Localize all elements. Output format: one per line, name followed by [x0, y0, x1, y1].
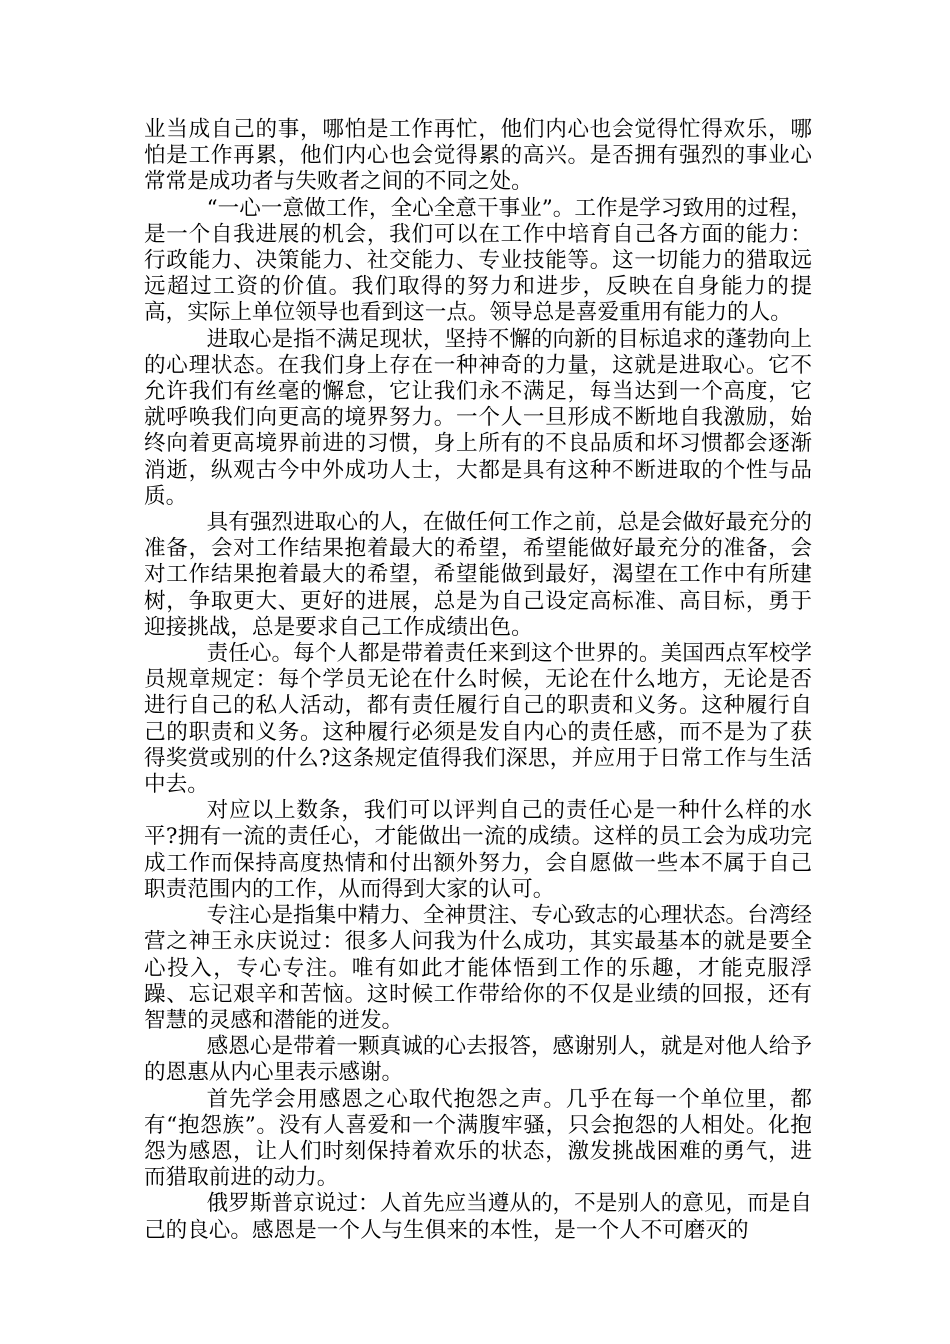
paragraph-10: 俄罗斯普京说过：人首先应当遵从的，不是别人的意见，而是自己的良心。感恩是一个人与生俱来的本性，是一个人不可磨灭的 [144, 1191, 812, 1243]
paragraph-6: 对应以上数条，我们可以评判自己的责任心是一种什么样的水平?拥有一流的责任心，才能做出一流的成绩。这样的员工会为成功完成工作而保持高度热情和付出额外努力，会自愿做一些本不属于自己职责范围内的工作，从而得到大家的认可。 [144, 798, 812, 902]
paragraph-7: 专注心是指集中精力、全神贯注、专心致志的心理状态。台湾经营之神王永庆说过：很多人问我为什么成功，其实最基本的就是要全心投入，专心专注。唯有如此才能体悟到工作的乐趣，才能克服浮躁、忘记艰辛和苦恼。这时候工作带给你的不仅是业绩的回报，还有智慧的灵感和潜能的迸发。 [144, 903, 812, 1033]
paragraph-4: 具有强烈进取心的人，在做任何工作之前，总是会做好最充分的准备，会对工作结果抱着最大的希望，希望能做好最充分的准备，会对工作结果抱着最大的希望，希望能做到最好，渴望在工作中有所建树，争取更大、更好的进展，总是为自己设定高标准、高目标，勇于迎接挑战，总是要求自己工作成绩出色。 [144, 510, 812, 640]
paragraph-9: 首先学会用感恩之心取代抱怨之声。几乎在每一个单位里，都有“抱怨族”。没有人喜爱和一个满腹牢骚，只会抱怨的人相处。化抱怨为感恩，让人们时刻保持着欢乐的状态，激发挑战困难的勇气，进而猎取前进的动力。 [144, 1086, 812, 1191]
document-page [144, 117, 812, 1244]
paragraph-8: 感恩心是带着一颗真诚的心去报答，感谢别人，就是对他人给予的恩惠从内心里表示感谢。 [144, 1034, 812, 1086]
paragraph-2: “一心一意做工作，全心全意干事业”。工作是学习致用的过程，是一个自我进展的机会，我们可以在工作中培育自己各方面的能力：行政能力、决策能力、社交能力、专业技能等。这一切能力的猎取远远超过工资的价值。我们取得的努力和进步，反映在自身能力的提高，实际上单位领导也看到这一点。领导总是喜爱重用有能力的人。 [144, 195, 812, 326]
paragraph-5: 责任心。每个人都是带着责任来到这个世界的。美国西点军校学员规章规定：每个学员无论在什么时候，无论在什么地方，无论是否进行自己的私人活动，都有责任履行自己的职责和义务。这种履行自己的职责和义务。这种履行必须是发自内心的责任感，而不是为了获得奖赏或别的什么?这条规定值得我们深思，并应用于日常工作与生活中去。 [144, 641, 812, 798]
paragraph-1: 业当成自己的事，哪怕是工作再忙，他们内心也会觉得忙得欢乐，哪怕是工作再累，他们内心也会觉得累的高兴。是否拥有强烈的事业心常常是成功者与失败者之间的不同之处。 [144, 117, 812, 195]
paragraph-3: 进取心是指不满足现状，坚持不懈的向新的目标追求的蓬勃向上的心理状态。在我们身上存在一种神奇的力量，这就是进取心。它不允许我们有丝毫的懈怠，它让我们永不满足，每当达到一个高度，它就呼唤我们向更高的境界努力。一个人一旦形成不断地自我激励，始终向着更高境界前进的习惯，身上所有的不良品质和坏习惯都会逐渐消逝，纵观古今中外成功人士，大都是具有这种不断进取的个性与品质。 [144, 326, 812, 509]
